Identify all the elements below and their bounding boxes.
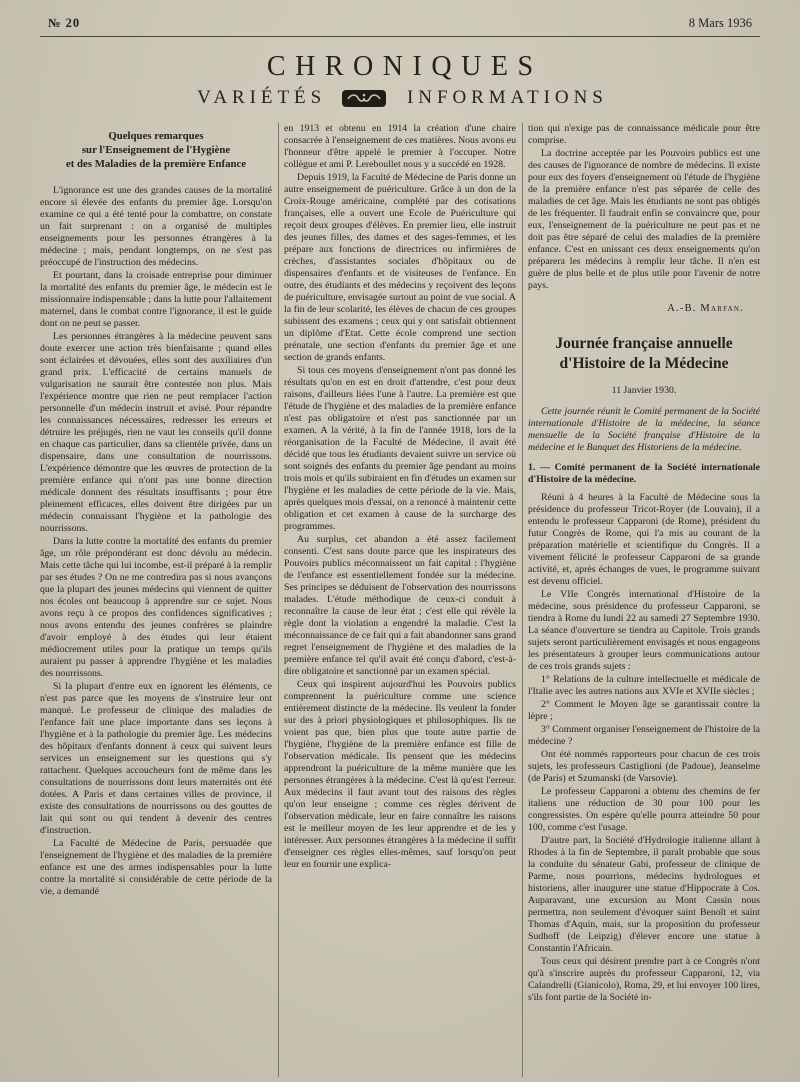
paragraph: Ceux qui inspirent aujourd'hui les Pouvoirs publics comprennent la puériculture comme une science entièrement distincte de la médecine. Ils veulent la fonder sur des à priori physiologiques et philosophiques. Ils ne voient pas que, bien plus que toute autre partie de l'hygiène, l'hygiène de la première enfance est fille de l'observation médicale. Ils pensent que les médecins apprendront la puériculture de la même manière que les personnes étrangères à la médecine. C'est là qu'est l'erreur. Aux médecins il faut avant tout des raisons des règles qu'on leur enseigne ; comme ces règles dérivent de l'observation médicale, leur en faire connaître les raisons est le meilleur moyen de les leur apprendre et de les y intéresser. Aux personnes étrangères à la médecine il suffit d'enseigner ces règles elles-mêmes, sauf lorsqu'on peut leur en fournir une explica- bbox=[284, 679, 516, 870]
paragraph: Si tous ces moyens d'enseignement n'ont pas donné les résultats qu'on en est en droit d'attendre, c'est pour deux raisons, d'ailleurs liées l'une à l'autre. La première est que l'étude de l'hygiène et des maladies de la première enfance n'est pas obligatoire et n'est pas sanctionnée par un examen. A la vérité, à la fin de l'année 1918, lors de la réorganisation de la Faculté de Médecine, il avait été décidé que tous les étudiants devaient suivre un service où sont soignés des enfants du premier âge pendant au moins trois mois et qu'ils subiraient en fin d'études un examen sur l'hygiène et les maladies de cette période de la vie. Mais, après quelques mois d'essai, on a renoncé à maintenir cette obligation et cet examen à cause de la surcharge des programmes. bbox=[284, 365, 516, 532]
column-3 bbox=[528, 123, 760, 1077]
paragraph: 1° Relations de la culture intellectuelle et médicale de l'Italie avec les autres nations aux XVIe et XVIIe siècles ; bbox=[528, 674, 760, 697]
paragraph: La doctrine acceptée par les Pouvoirs publics est une des causes de l'ignorance de nombre de médecins. Il existe pour eux des foyers d'enseignement où l'étude de l'hygiène de la première enfance n'est pas séparée de celle des maladies de cet âge. Mais les étudiants ne sont pas obligés de les fréquenter. Il faudrait enfin se convaincre que, pour eux, l'enseignement de la puériculture ne peut pas et ne doit pas être séparé de celui des maladies de la première enfance. C'est en unissant ces deux enseignements qu'on préparera les médecins à remplir leur tâche. Il n'en est guère de plus belle et de plus utile pour l'avenir de notre pays. bbox=[528, 148, 760, 291]
article1-col1-text bbox=[40, 185, 272, 898]
article2-date: 11 Janvier 1930. bbox=[611, 385, 677, 396]
paragraph: Et pourtant, dans la croisade entreprise pour diminuer la mortalité des enfants du premier âge, le médecin est le missionnaire indispensable ; dans la lutte pour l'allaitement maternel, dans le combat contre l'ignorance, il est le guide dont on ne peut se passer. bbox=[40, 270, 272, 329]
paragraph: Les personnes étrangères à la médecine peuvent sans doute exercer une action très bienfaisante ; quand elles sont éclairées et dévouées, elles sont des auxiliaires d'un grand prix. L'efficacité de certains manuels de vulgarisation ne saurait être contestée non plus. Mais l'expérience montre que rien ne peut remplacer l'action personnelle d'un médecin instruit et avisé. Pour répandre les connaissances nécessaires, redresser les erreurs et détruire les préjugés, rien ne vaut les conseils qu'il donne en chaque cas particulier, dans sa clientèle privée, dans un dispensaire, dans une consultation de nourrissons. L'expérience démontre que les œuvres de protection de la première enfance qui n'ont pas une bonne direction médicale donnent des résultats insuffisants ; pour être pleinement efficaces, elles doivent être dirigées par un médecin connaissant l'hygiène et la pathologie des nourrissons. bbox=[40, 331, 272, 534]
article1-heading bbox=[46, 129, 266, 171]
article2-text bbox=[528, 492, 760, 1004]
paragraph: Le VIIe Congrès international d'Histoire de la médecine, sous présidence du professeur Capparoni, se tiendra à Rome du lundi 22 au samedi 27 Septembre 1930. La séance d'ouverture se tiendra au Capitole. Trois grands sujets seront particulièrement envisagés et nous engageons les présentateurs à grouper leurs communications autour de ces trois grands sujets : bbox=[528, 589, 760, 672]
paragraph: Depuis 1919, la Faculté de Médecine de Paris donne un autre enseignement de puériculture. Grâce à un don de la Croix-Rouge américaine, complété par des cotisations françaises, elle a ouvert une Ecole de Puériculture qui reçoit deux groupes d'élèves. En premier lieu, elle instruit des jeunes filles, des dames et des sages-femmes, et les prépare aux fonctions de directrices ou infirmières de crèches, d'assistantes sociales d'hôpitaux ou de dispensaires d'enfants et de visiteuses de l'enfance. En outre, des étudiants et des médecins y reçoivent des leçons de puériculture, envisagée surtout au point de vue social. A la fin de leur scolarité, les élèves de chacun de ces groupes subissent des examens ; ceux qui y ont satisfait obtiennent un diplôme d'Etat. Cette école comprend une section prénatale, une section d'enfants du premier âge et une section de grands enfants. bbox=[284, 172, 516, 363]
paragraph: tion qui n'exige pas de connaissance médicale pour être comprise. bbox=[528, 123, 760, 146]
page-title: CHRONIQUES bbox=[266, 51, 543, 82]
column-1 bbox=[40, 123, 272, 1077]
article2-section-heading: 1. — Comité permanent de la Société internationale d'Histoire de la médecine. bbox=[528, 462, 760, 485]
header-rule bbox=[40, 36, 760, 37]
heading-line: Quelques remarques bbox=[108, 130, 204, 142]
paragraph: Ont été nommés rapporteurs pour chacun de ces trois sujets, les professeurs Castiglioni (de Padoue), Jeanselme (de Paris) et Szumanski (de Varsovie). bbox=[528, 749, 760, 784]
issue-date: 8 Mars 1936 bbox=[688, 16, 752, 30]
column-divider bbox=[278, 123, 279, 1077]
paragraph: Réuni à 4 heures à la Faculté de Médecine sous la présidence du professeur Tricot-Royer (de Louvain), il a entendu le professeur Capparoni (de Rome), président du futur Congrès de Rome, qui l'a mis au courant de la préparation matérielle et scientifique du Congrès. Il a vivement félicité le professeur Capparoni de sa grande activité, et, après échanges de vues, le programme suivant est devenu officiel. bbox=[528, 492, 760, 587]
article1-signature: A.-B. Marfan. bbox=[667, 303, 744, 314]
article2-intro: Cette journée réunit le Comité permanent de la Société internationale d'Histoire de la médecine, la séance mensuelle de la Société française d'Histoire de la médecine et le Banquet des Historiens de la médecine. bbox=[528, 406, 760, 453]
paragraph: 3° Comment organiser l'enseignement de l'histoire de la médecine ? bbox=[528, 724, 760, 747]
heading-line: sur l'Enseignement de l'Hygiène bbox=[81, 144, 231, 156]
paragraph: 2° Comment le Moyen âge se garantissait contre la lèpre ; bbox=[528, 699, 760, 722]
paragraph: Si la plupart d'entre eux en ignorent les éléments, ce n'est pas parce que les moyens de s'instruire leur ont manqué. Le professeur de clinique des maladies de l'enfance fait une place importante dans ses leçons à l'hygiène et à la pathologie du premier âge. Les médecins des hôpitaux d'enfants donnent à ceux qui suivent leurs services un enseignement sur les questions qui s'y rattachent. Quelques accoucheurs font de même dans les consultations de nourrissons dont leurs maternités ont été dotées. A Paris et dans certaines villes de province, il existe des consultations de nourrissons ou des gouttes de lait qui sont ou qui tendent à devenir des centres d'instruction. bbox=[40, 681, 272, 836]
article2-title-line2: d'Histoire de la Médecine bbox=[559, 354, 729, 372]
column-2 bbox=[284, 123, 516, 1077]
paragraph: La Faculté de Médecine de Paris, persuadée que l'enseignement de l'hygiène et des maladies de la première enfance est une des armes indispensables pour la lutte contre la mortalité si considérable de cette période de la vie, a demandé bbox=[40, 838, 272, 897]
three-column-layout bbox=[40, 123, 760, 1077]
paragraph: D'autre part, la Société d'Hydrologie italienne allant à Rhodes à la fin de Septembre, il paraît probable que sous la conduite du sénateur Gabi, professeur de clinique de Parme, nous pourrions, médecins hydrologues et historiens, aller inaugurer une statue d'Hippocrate à Cos. Auparavant, une excursion au Mont Cassin nous permettra, non seulement d'évoquer saint Benoît et saint Thomas d'Aquin, mais, sur la proposition du professeur Sudhoff (de Leipzig) d'élever encore une statue à Constantin l'Africain. bbox=[528, 835, 760, 954]
paragraph: en 1913 et obtenu en 1914 la création d'une chaire consacrée à l'enseignement de ces matières. Nous avons eu l'honneur d'être appelé le premier à l'occuper. Notre collègue et ami P. Lereboullet nous y a succédé en 1928. bbox=[284, 123, 516, 170]
issue-number: № 20 bbox=[48, 16, 81, 30]
article2-title bbox=[530, 334, 758, 373]
paragraph: Le professeur Capparoni a obtenu des chemins de fer italiens une réduction de 30 pour 100 pour les congressistes. On espère qu'elle pourra atteindre 50 pour 100, comme c'est l'usage. bbox=[528, 786, 760, 833]
article2-title-line1: Journée française annuelle bbox=[555, 335, 733, 352]
subtitle-left: VARIÉTÉS bbox=[197, 87, 327, 108]
paragraph: L'ignorance est une des grandes causes de la mortalité encore si élevée des enfants du premier âge. Lorsqu'on examine ce qui a été tenté pour la combattre, on constate un fait surprenant : on a organisé de multiples enseignements pour les personnes étrangères à la médecine ; mais, pendant longtemps, on ne s'est pas préoccupé de l'instruction des médecins. bbox=[40, 185, 272, 268]
floral-ornament-icon bbox=[342, 90, 386, 107]
page-subtitle bbox=[40, 87, 760, 109]
article1-col2-text bbox=[284, 123, 516, 871]
paragraph: Dans la lutte contre la mortalité des enfants du premier âge, un rôle prépondérant est donc dévolu au médecin. Mais cette tâche qui lui incombe, est-il préparé à la remplir par ses études ? On ne me contredira pas si nous avançons que la plupart des jeunes médecins qui viennent de quitter nos écoles ont beaucoup à apprendre sur ce sujet. Nous avons reçu à ce propos des confidences significatives ; nous avons entendu des jeunes confrères se plaindre d'avoir employé à des études qui leur étaient médiocrement utiles pour la pratique un temps qu'ils auraient pu passer à apprendre l'hygiène et les maladies des nourrissons. bbox=[40, 536, 272, 679]
masthead bbox=[40, 14, 760, 36]
paragraph: Au surplus, cet abandon a été assez facilement consenti. C'est sans doute parce que les inspirateurs des Pouvoirs publics méconnaissent un fait capital : l'hygiène de l'enfance est essentiellement fondée sur la médecine. Ses principes se déduisent de l'observation des nourrissons malades. L'étude méthodique de ceux-ci conduit à reconnaître la cause de leur état ; c'est elle qui révèle la règle dont la violation a engendré la maladie. C'est la méconnaissance de ce fait qui a fait abandonner sans grand regret l'enseignement de l'hygiène et des maladies de la première enfance tel qu'il avait été conçu d'abord, c'est-à-dire obligatoire et sanctionné par un examen spécial. bbox=[284, 534, 516, 677]
heading-line: et des Maladies de la première Enfance bbox=[65, 158, 247, 170]
subtitle-right: INFORMATIONS bbox=[407, 87, 608, 108]
column-divider bbox=[522, 123, 523, 1077]
article1-col3-text bbox=[528, 123, 760, 292]
paragraph: Tous ceux qui désirent prendre part à ce Congrès n'ont qu'à s'inscrire auprès du professeur Capparoni, 12, via Calandrelli (Gianicolo), Roma, 29, et lui envoyer 100 lires, s'ils font partie de la Société in- bbox=[528, 956, 760, 1003]
